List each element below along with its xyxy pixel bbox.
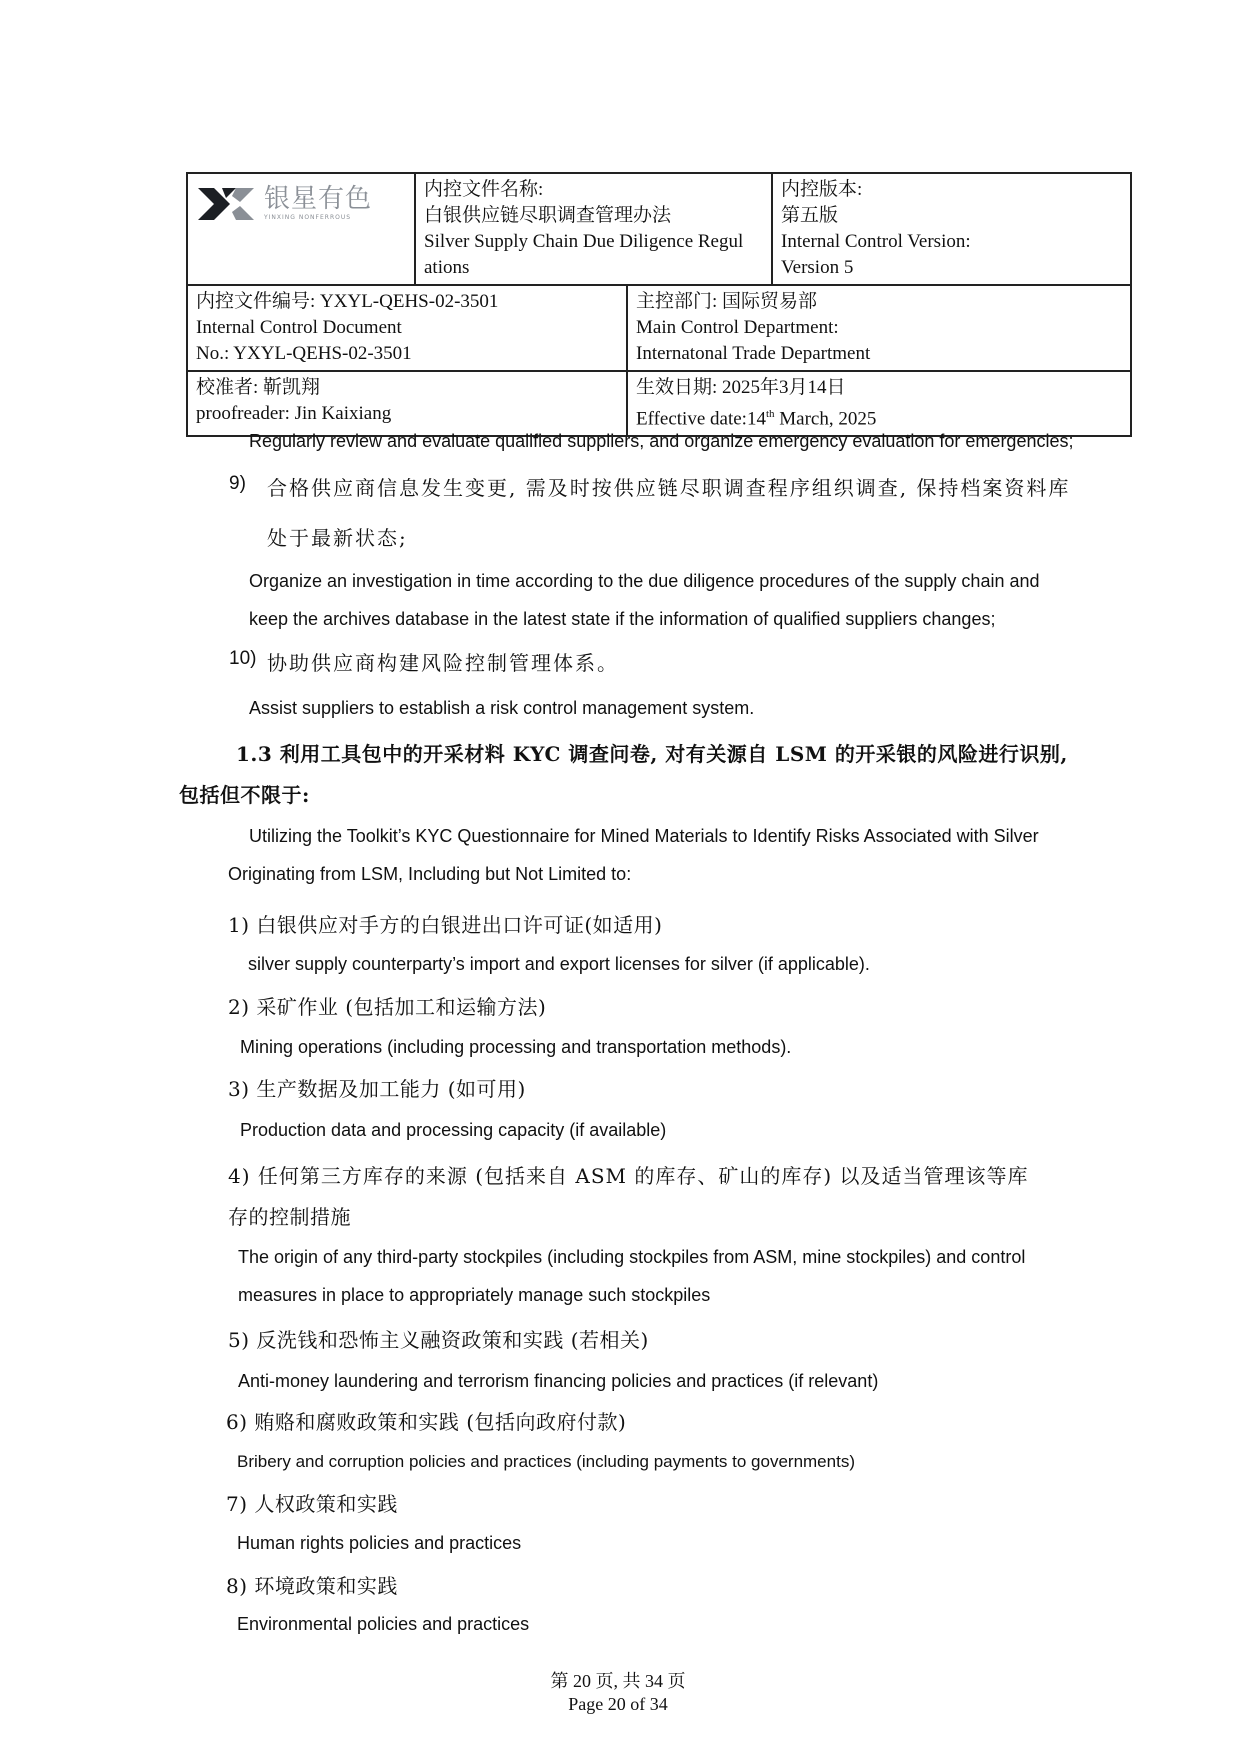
page-number-en: Page 20 of 34 (568, 1694, 668, 1714)
document-header-table (186, 172, 1132, 437)
version-cell (772, 173, 1131, 285)
department-en-2: Internatonal Trade Department (636, 343, 871, 364)
risk-item-3-en: Production data and processing capacity (if available) (240, 1120, 667, 1140)
department-en-1: Main Control Department: (636, 317, 839, 338)
item-10-en: Assist suppliers to establish a risk control management system. (249, 698, 755, 718)
section-1-3-zh-line-1: 1.3 利用工具包中的开采材料 KYC 调查问卷, 对有关源自 LSM 的开采银的风险进行识别, (236, 742, 1068, 766)
risk-item-8-zh: 8) 环境政策和实践 (226, 1574, 398, 1598)
section-1-3-en-line-1: Utilizing the Toolkit’s KYC Questionnaire for Mined Materials to Identify Risks Associated with Silver (249, 826, 1039, 846)
version-zh: 第五版 (781, 205, 839, 226)
item-9-zh-line-1: 合格供应商信息发生变更, 需及时按供应链尽职调查程序组织调查, 保持档案资料库 (267, 476, 1071, 500)
version-en-2: Version 5 (781, 257, 854, 278)
doc-name-en-1: Silver Supply Chain Due Diligence Regul (424, 231, 744, 252)
risk-item-1-en: silver supply counterparty’s import and export licenses for silver (if applicable). (248, 954, 870, 974)
risk-item-5-zh: 5) 反洗钱和恐怖主义融资政策和实践 (若相关) (228, 1328, 649, 1352)
logo-cell (187, 173, 415, 285)
risk-item-4-zh-line-2: 存的控制措施 (228, 1205, 351, 1229)
effective-date-cell (627, 371, 1131, 436)
risk-item-6-en: Bribery and corruption policies and practices (including payments to governments) (237, 1452, 855, 1471)
effective-date-zh: 生效日期: 2025年3月14日 (636, 377, 846, 398)
paragraph-review-en: Regularly review and evaluate qualified suppliers, and organize emergency evaluation for emergencies; (249, 431, 1074, 451)
item-9-zh-line-2: 处于最新状态; (267, 526, 408, 550)
version-en-1: Internal Control Version: (781, 231, 971, 252)
item-10-zh: 协助供应商构建风险控制管理体系。 (267, 651, 619, 675)
risk-item-3-zh: 3) 生产数据及加工能力 (如可用) (228, 1077, 526, 1101)
effective-date-sup: th (765, 408, 775, 420)
risk-item-7-en: Human rights policies and practices (237, 1533, 522, 1553)
risk-item-4-en-line-1: The origin of any third-party stockpiles (including stockpiles from ASM, mine stockpiles) and control (238, 1247, 1026, 1267)
risk-item-1-zh: 1) 白银供应对手方的白银进出口许可证(如适用) (228, 913, 663, 937)
risk-item-2-en: Mining operations (including processing and transportation methods). (240, 1037, 792, 1057)
effective-date-prefix: Effective date:14 (636, 408, 766, 430)
doc-name-en-2: ations (424, 257, 470, 278)
effective-date-en (636, 401, 1122, 432)
section-1-3-zh-line-2: 包括但不限于: (179, 783, 310, 807)
item-10-number: 10) (229, 648, 257, 669)
doc-number-en-1: Internal Control Document (196, 317, 402, 338)
item-9-number: 9) (229, 473, 246, 494)
effective-date-suffix: March, 2025 (774, 408, 877, 430)
page-number-zh: 第 20 页, 共 34 页 (550, 1671, 686, 1691)
section-1-3-en-line-2: Originating from LSM, Including but Not Limited to: (228, 864, 632, 884)
logo-subtitle: YINXING NONFERROUS (264, 214, 352, 221)
proofreader-en: proofreader: Jin Kaixiang (196, 403, 392, 424)
logo-x-mark-icon (196, 184, 258, 224)
company-logo (196, 184, 406, 224)
risk-item-2-zh: 2) 采矿作业 (包括加工和运输方法) (228, 995, 547, 1019)
risk-item-5-en: Anti-money laundering and terrorism financing policies and practices (if relevant) (238, 1371, 879, 1391)
doc-name-zh: 白银供应链尽职调查管理办法 (424, 205, 672, 226)
doc-number-zh: 内控文件编号: YXYL-QEHS-02-3501 (196, 291, 499, 312)
doc-name-cell (415, 173, 772, 285)
risk-item-8-en: Environmental policies and practices (237, 1614, 530, 1634)
doc-number-cell (187, 285, 627, 371)
item-9-en-line-2: keep the archives database in the latest state if the information of qualified suppliers changes; (249, 609, 996, 629)
version-label: 内控版本: (781, 179, 863, 200)
item-9-en-line-1: Organize an investigation in time according to the due diligence procedures of the supply chain and (249, 571, 1040, 591)
risk-item-4-zh-line-1: 4) 任何第三方库存的来源 (包括来自 ASM 的库存、矿山的库存) 以及适当管理该等库 (228, 1164, 1029, 1188)
department-cell (627, 285, 1131, 371)
risk-item-6-zh: 6) 贿赂和腐败政策和实践 (包括向政府付款) (226, 1410, 627, 1434)
doc-number-en-2: No.: YXYL-QEHS-02-3501 (196, 343, 412, 364)
proofreader-cell (187, 371, 627, 436)
department-zh: 主控部门: 国际贸易部 (636, 291, 818, 312)
risk-item-7-zh: 7) 人权政策和实践 (226, 1492, 398, 1516)
logo-name: 银星有色 (264, 184, 373, 214)
proofreader-zh: 校准者: 靳凯翔 (196, 377, 321, 398)
risk-item-4-en-line-2: measures in place to appropriately manage such stockpiles (238, 1285, 711, 1305)
doc-name-label: 内控文件名称: (424, 179, 544, 200)
